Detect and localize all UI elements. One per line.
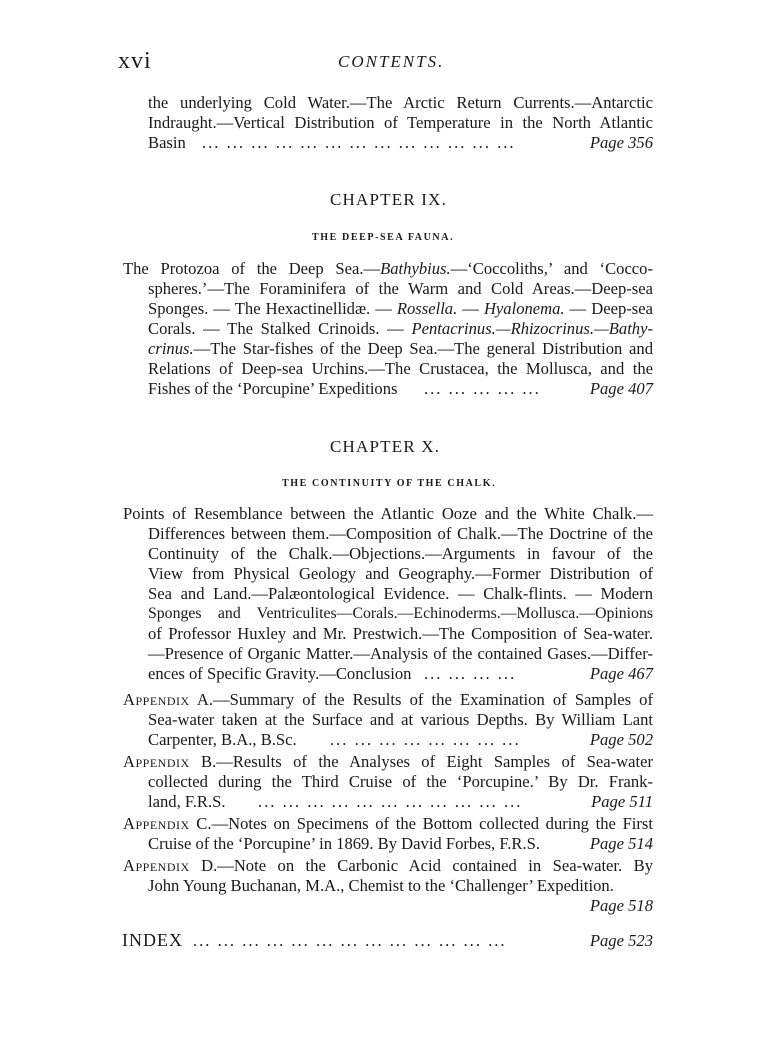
text-line: Continuity of the Chalk.—Objections.—Arguments in favour of the [148, 544, 653, 563]
page-folio: xvi [118, 48, 152, 74]
text-line: Basin [148, 133, 186, 152]
text-line: Sea and Land.—Palæontological Evidence. — Chalk-flints. — Modern [148, 584, 653, 603]
text-line: Corals. — The Stalked Crinoids. — Pentacrinus.—Rhizocrinus.—Bathy- [148, 319, 653, 338]
text-line: land, F.R.S. [148, 792, 226, 811]
running-title: CONTENTS. [338, 52, 445, 71]
page-ref: Page 511 [591, 792, 653, 811]
dot-leader: ... ... ... ... ... ... ... ... ... ... ... [258, 792, 523, 811]
text-line: Sea-water taken at the Surface and at various Depths. By William Lant [148, 710, 653, 729]
text-line: Sponges. — The Hexactinellidæ. — Rossella. — Hyalonema. — Deep-sea [148, 299, 653, 318]
text-line: Points of Resemblance between the Atlantic Ooze and the White Chalk.— [123, 504, 653, 523]
text-line: Cruise of the ‘Porcupine’ in 1869. By David Forbes, F.R.S. [148, 834, 540, 853]
chapter-subtitle: THE DEEP-SEA FAUNA. [312, 232, 455, 243]
text-line: Sponges and Ventriculites—Corals.—Echinoderms.—Mollusca.—Opinions [148, 605, 653, 622]
text-line: John Young Buchanan, M.A., Chemist to the ‘Challenger’ Expedition. [148, 876, 614, 895]
text-line: Differences between them.—Composition of Chalk.—The Doctrine of the [148, 524, 653, 543]
text-line: spheres.’—The Foraminifera of the Warm and Cold Areas.—Deep-sea [148, 279, 653, 298]
text-line: Indraught.—Vertical Distribution of Temperature in the North Atlantic [148, 113, 653, 132]
page-ref: Page 356 [589, 133, 653, 152]
text-line: of Professor Huxley and Mr. Prestwich.—The Composition of Sea-water. [148, 624, 653, 643]
chapter-heading: CHAPTER X. [330, 437, 441, 456]
text-line: Appendix A.—Summary of the Results of the Examination of Samples of [123, 690, 653, 709]
text-line: crinus.—The Star-fishes of the Deep Sea.—The general Distribution and [148, 339, 653, 358]
text-line: Fishes of the ‘Porcupine’ Expeditions [148, 379, 398, 398]
dot-leader: ... ... ... ... ... ... ... ... ... ... ... ... ... [202, 133, 516, 152]
chapter-heading: CHAPTER IX. [330, 190, 448, 209]
dot-leader: ... ... ... ... [424, 664, 517, 683]
text-line: ences of Specific Gravity.—Conclusion [148, 664, 412, 683]
text-line: View from Physical Geology and Geography.—Former Distribution of [148, 564, 653, 583]
text-line: the underlying Cold Water.—The Arctic Return Currents.—Antarctic [148, 93, 653, 112]
index-label: INDEX [122, 930, 183, 950]
text-line: Relations of Deep-sea Urchins.—The Crustacea, the Mollusca, and the [148, 359, 653, 378]
text-line: —Presence of Organic Matter.—Analysis of the contained Gases.—Differ- [148, 644, 653, 663]
dot-leader: ... ... ... ... ... ... ... ... ... ... ... ... ... [193, 931, 507, 950]
page-ref: Page 407 [589, 379, 653, 398]
text-line: Appendix B.—Results of the Analyses of Eight Samples of Sea-water [123, 752, 653, 771]
page-ref: Page 514 [589, 834, 653, 853]
dot-leader: ... ... ... ... ... [424, 379, 541, 398]
page-ref: Page 523 [589, 931, 653, 950]
text-line: The Protozoa of the Deep Sea.—Bathybius.—‘Coccoliths,’ and ‘Cocco- [123, 259, 653, 278]
text-line: collected during the Third Cruise of the ‘Porcupine.’ By Dr. Frank- [148, 772, 653, 791]
page-ref: Page 502 [589, 730, 653, 749]
text-line: Appendix C.—Notes on Specimens of the Bottom collected during the First [123, 814, 653, 833]
chapter-subtitle: THE CONTINUITY OF THE CHALK. [282, 478, 497, 489]
page-ref: Page 518 [589, 896, 653, 915]
dot-leader: ... ... ... ... ... ... ... ... [330, 730, 521, 749]
page-ref: Page 467 [589, 664, 653, 683]
text-line: Carpenter, B.A., B.Sc. [148, 730, 297, 749]
text-line: Appendix D.—Note on the Carbonic Acid contained in Sea-water. By [123, 856, 653, 875]
